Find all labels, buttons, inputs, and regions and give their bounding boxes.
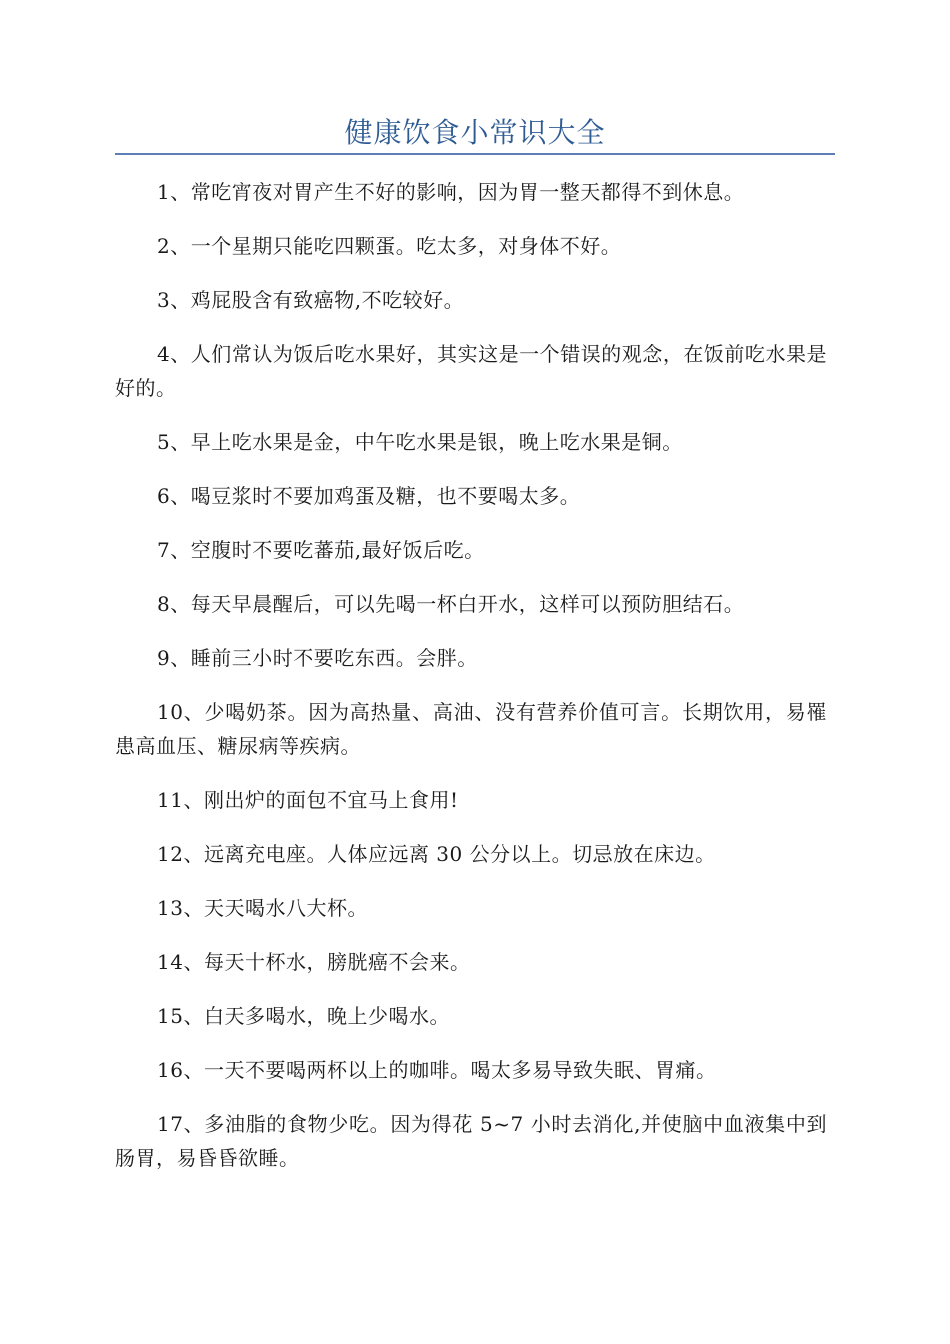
list-item: 6、喝豆浆时不要加鸡蛋及糖，也不要喝太多。 <box>157 484 581 508</box>
list-item: 4、人们常认为饭后吃水果好，其实这是一个错误的观念，在饭前吃水果是好的。 <box>115 342 827 400</box>
title-underline <box>115 153 835 155</box>
list-item: 3、鸡屁股含有致癌物,不吃较好。 <box>157 288 465 312</box>
list-item: 12、远离充电座。人体应远离 30 公分以上。切忌放在床边。 <box>157 842 716 866</box>
list-item: 14、每天十杯水，膀胱癌不会来。 <box>157 950 471 974</box>
list-item: 17、多油脂的食物少吃。因为得花 5~7 小时去消化,并使脑中血液集中到肠胃，易昏昏欲睡。 <box>115 1112 827 1170</box>
list-item: 10、少喝奶茶。因为高热量、高油、没有营养价值可言。长期饮用，易罹患高血压、糖尿病等疾病。 <box>115 700 827 758</box>
list-item: 1、常吃宵夜对胃产生不好的影响，因为胃一整天都得不到休息。 <box>157 180 745 204</box>
list-item: 11、刚出炉的面包不宜马上食用! <box>157 788 459 812</box>
page-title: 健康饮食小常识大全 <box>344 116 606 149</box>
list-item: 9、睡前三小时不要吃东西。会胖。 <box>157 646 478 670</box>
list-item: 5、早上吃水果是金，中午吃水果是银，晚上吃水果是铜。 <box>157 430 683 454</box>
tips-list <box>115 175 827 1195</box>
list-item: 8、每天早晨醒后，可以先喝一杯白开水，这样可以预防胆结石。 <box>157 592 745 616</box>
list-item: 16、一天不要喝两杯以上的咖啡。喝太多易导致失眠、胃痛。 <box>157 1058 717 1082</box>
list-item: 15、白天多喝水，晚上少喝水。 <box>157 1004 450 1028</box>
list-item: 13、天天喝水八大杯。 <box>157 896 368 920</box>
list-item: 2、一个星期只能吃四颗蛋。吃太多，对身体不好。 <box>157 234 622 258</box>
list-item: 7、空腹时不要吃蕃茄,最好饭后吃。 <box>157 538 485 562</box>
